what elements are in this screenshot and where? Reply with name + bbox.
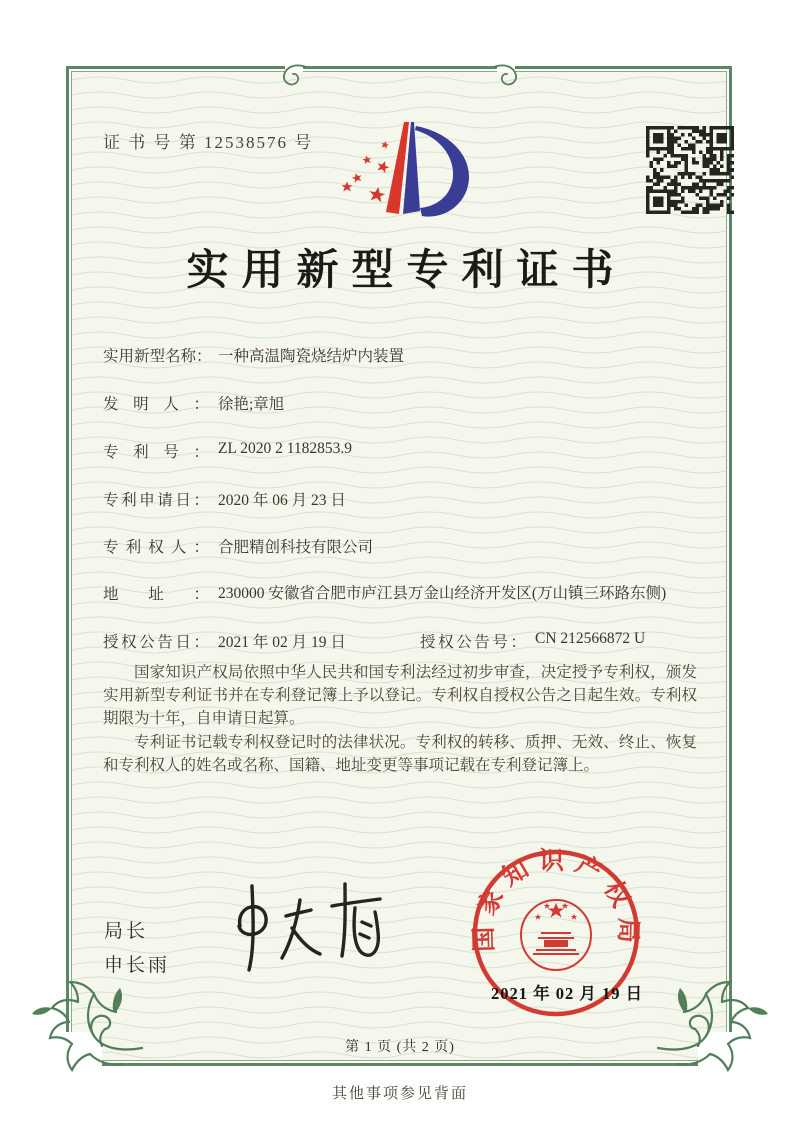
field-value: 230000 安徽省合肥市庐江县万金山经济开发区(万山镇三环路东侧) — [218, 585, 667, 602]
national-emblem-icon — [521, 900, 591, 970]
field-label: 实用新型名称： — [103, 348, 212, 365]
back-side-note: 其他事项参见背面 — [331, 1086, 468, 1102]
field-value: CN 212566872 U — [535, 630, 646, 647]
field-value: 2020 年 06 月 23 日 — [218, 492, 346, 509]
field-label: 地址： — [103, 586, 209, 603]
field-value: 徐艳;章旭 — [218, 396, 285, 413]
field-value: 合肥精创科技有限公司 — [218, 539, 374, 556]
certificate-title: 实用新型专利证书 — [186, 248, 627, 294]
page-number: 第 1 页 (共 2 页) — [345, 1040, 455, 1055]
seal-date: 2021 年 02 月 19 日 — [491, 984, 644, 1003]
field-row-name — [103, 344, 727, 366]
certificate-number: 证 书 号 第 12538576 号 — [103, 133, 314, 152]
grant-number-pair — [420, 630, 645, 652]
field-label: 授权公告日： — [103, 634, 209, 651]
seal-text: 国家知识产权局 — [470, 847, 642, 953]
field-value: ZL 2020 2 1182853.9 — [218, 440, 353, 457]
legal-paragraph: 专利证书记载专利权登记时的法律状况。专利权的转移、质押、无效、终止、恢复和专利权人的姓名或名称、国籍、地址变更等事项记载在专利登记簿上。 — [103, 733, 697, 774]
field-label: 专利申请日： — [103, 492, 209, 509]
commissioner-title: 局长 — [104, 921, 149, 942]
field-row-filing-date — [103, 488, 727, 510]
field-label: 发明人： — [103, 396, 209, 413]
field-row-inventor — [103, 392, 727, 414]
legal-text — [103, 661, 697, 777]
legal-paragraph: 国家知识产权局依照中华人民共和国专利法经过初步审查，决定授予专利权，颁发实用新型专利证书并在专利登记簿上予以登记。专利权自授权公告之日起生效。专利权期限为十年，自申请日起算。 — [103, 664, 697, 728]
commissioner-name: 申长雨 — [104, 955, 171, 976]
cnipa-logo-icon — [330, 110, 505, 240]
signature-handwriting — [212, 876, 407, 976]
field-row-grant — [103, 630, 727, 652]
field-label: 专利号： — [103, 444, 209, 461]
field-label: 授权公告号： — [420, 634, 526, 651]
field-row-patentee — [103, 535, 727, 557]
qr-code — [646, 126, 734, 214]
field-value: 一种高温陶瓷烧结炉内装置 — [218, 348, 405, 365]
field-label: 专利权人： — [103, 539, 209, 556]
field-row-address — [103, 582, 727, 606]
field-value: 2021 年 02 月 19 日 — [218, 634, 346, 651]
field-row-patent-number — [103, 440, 727, 462]
